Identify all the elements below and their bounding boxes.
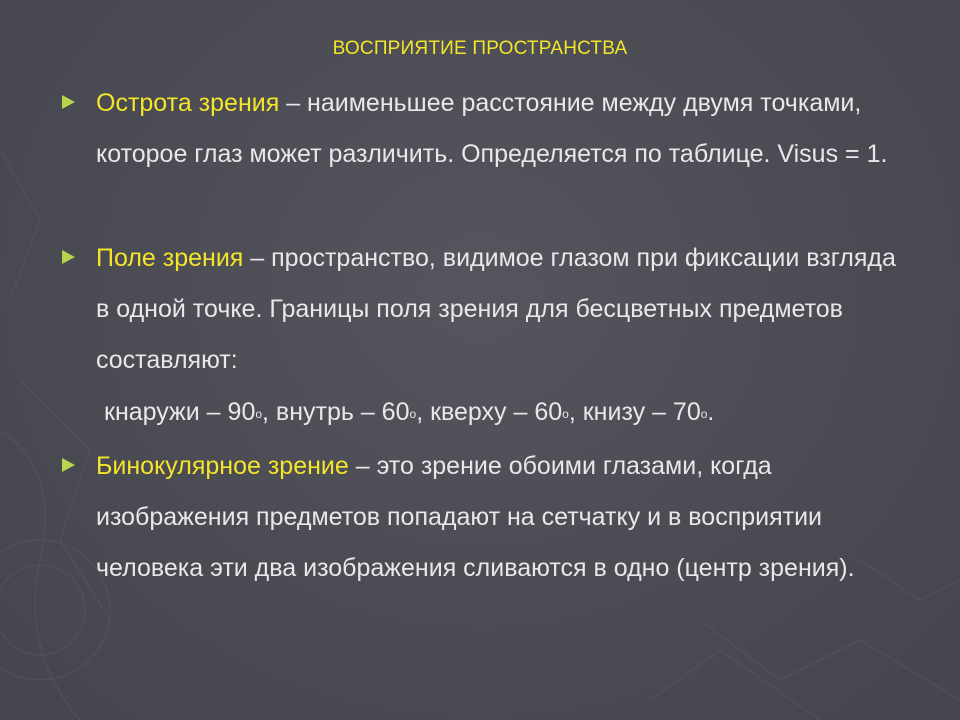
bullet-visual-field [96, 233, 906, 386]
field-outward: кнаружи – 90 [104, 398, 256, 426]
degree-mark: о [409, 407, 417, 421]
slide-title: ВОСПРИЯТИЕ ПРОСТРАНСТВА [332, 38, 628, 59]
field-inward: , внутрь – 60 [262, 398, 410, 426]
bullet-text: – это зрение обоими глазами, когда изображения предметов попадают на сетчатку и в восприятии человека эти два изображения сливаются в одно (центр зрения). [96, 452, 855, 582]
field-end: . [707, 398, 715, 426]
field-up: , кверху – 60 [416, 398, 563, 426]
bullet-term: Поле зрения [96, 244, 244, 272]
degree-mark: о [562, 407, 569, 421]
bullet-text: – наименьшее расстояние между двумя точками, которое глаз может различить. Определяется по таблице. Visus = 1. [96, 89, 888, 168]
bullet-term: Острота зрения [96, 89, 280, 117]
triangle-right-icon [62, 95, 75, 109]
visual-field-boundaries [104, 387, 904, 440]
degree-mark: о [700, 407, 708, 421]
bullet-term: Бинокулярное зрение [96, 452, 349, 480]
degree-mark: о [255, 407, 263, 421]
field-down: , книзу – 70 [568, 398, 701, 426]
bullet-text: – пространство, видимое глазом при фиксации взгляда в одной точке. Границы поля зрения для бесцветных предметов составляют: [96, 244, 896, 374]
bullet-binocular-vision [96, 441, 906, 594]
triangle-right-icon [62, 250, 75, 264]
bullet-visual-acuity [96, 78, 906, 180]
triangle-right-icon [62, 458, 75, 472]
